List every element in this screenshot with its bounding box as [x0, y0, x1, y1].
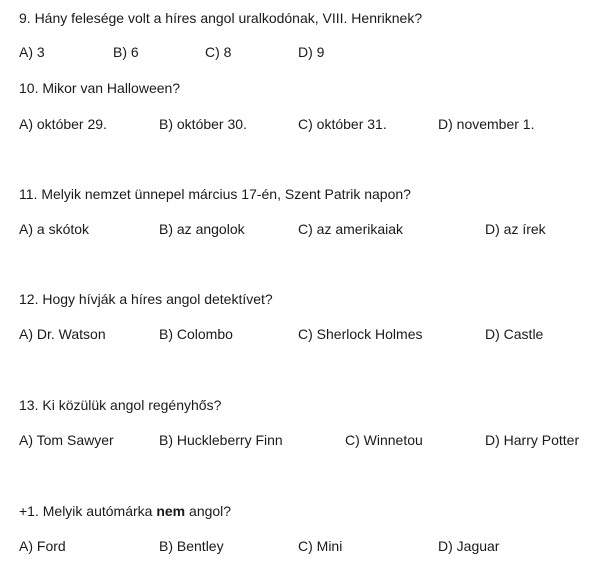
q9-option-b: B) 6	[113, 44, 139, 60]
bonus-option-b: B) Bentley	[159, 538, 224, 554]
q11-option-b: B) az angolok	[159, 221, 245, 237]
q11-option-d: D) az írek	[485, 221, 546, 237]
q10-option-d: D) november 1.	[438, 116, 535, 132]
q12-option-d: D) Castle	[485, 326, 544, 342]
q9-option-a: A) 3	[19, 44, 45, 60]
q13-option-d: D) Harry Potter	[485, 432, 580, 448]
q10-option-b: B) október 30.	[159, 116, 247, 132]
q12-option-c: C) Sherlock Holmes	[298, 326, 423, 342]
bonus-option-c: C) Mini	[298, 538, 343, 554]
q11-option-a: A) a skótok	[19, 221, 90, 237]
q11-option-c: C) az amerikaiak	[298, 221, 404, 237]
q10-option-a: A) október 29.	[19, 116, 107, 132]
q10-option-c: C) október 31.	[298, 116, 387, 132]
q9-option-c: C) 8	[205, 44, 232, 60]
q9-option-d: D) 9	[298, 44, 325, 60]
question-12: 12. Hogy hívják a híres angol detektívet?	[19, 291, 273, 307]
question-9: 9. Hány felesége volt a híres angol uralkodónak, VIII. Henriknek?	[19, 10, 423, 26]
bonus-option-d: D) Jaguar	[438, 538, 500, 554]
q13-option-a: A) Tom Sawyer	[19, 432, 114, 448]
question-bonus-emphasis: nem	[156, 503, 186, 519]
question-bonus	[19, 502, 231, 520]
question-13: 13. Ki közülük angol regényhős?	[19, 397, 222, 413]
bonus-option-a: A) Ford	[19, 538, 66, 554]
question-10: 10. Mikor van Halloween?	[19, 80, 181, 96]
question-bonus-text-after: angol?	[185, 503, 232, 519]
q12-option-a: A) Dr. Watson	[19, 326, 106, 342]
question-bonus-text-before: +1. Melyik autómárka	[19, 503, 157, 519]
q13-option-b: B) Huckleberry Finn	[159, 432, 283, 448]
question-11: 11. Melyik nemzet ünnepel március 17-én, Szent Patrik napon?	[19, 186, 411, 202]
q12-option-b: B) Colombo	[159, 326, 233, 342]
q13-option-c: C) Winnetou	[345, 432, 423, 448]
